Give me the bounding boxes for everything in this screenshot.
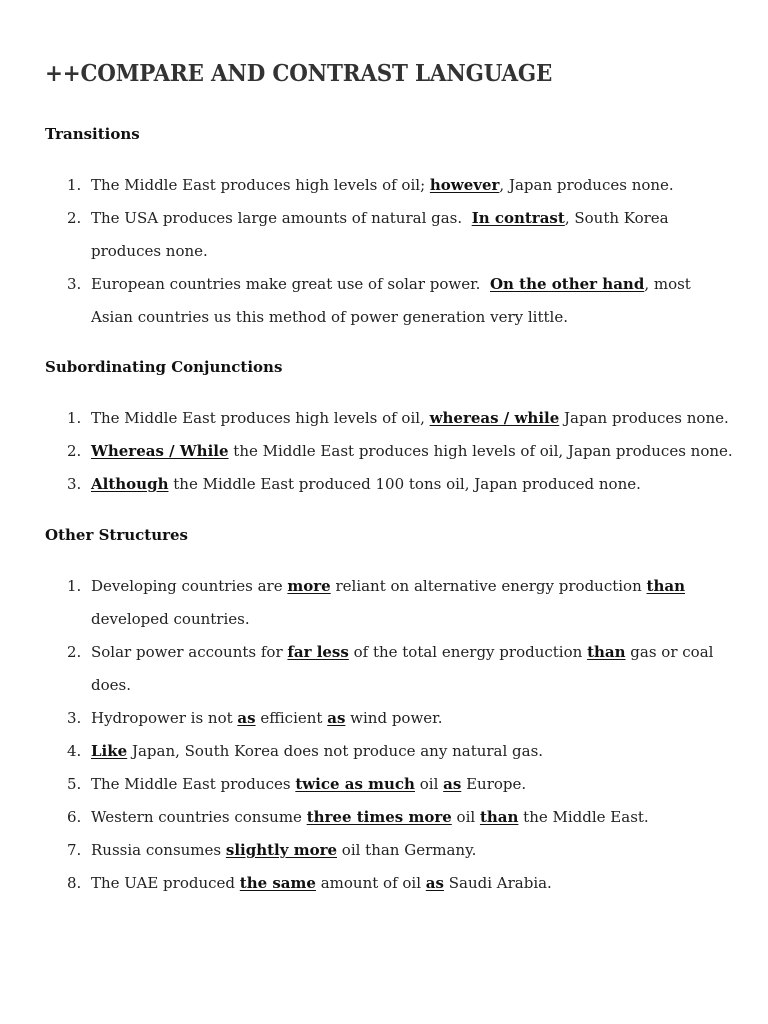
list-number: 2.	[67, 643, 82, 661]
list-item	[45, 801, 735, 834]
list-item	[45, 435, 735, 468]
keyword: far less	[287, 643, 349, 661]
sentence-text: Hydropower is not	[91, 709, 238, 727]
sentence-text: The USA produces large amounts of natural gas.	[91, 209, 472, 227]
list-number: 3.	[67, 709, 82, 727]
sentence-text: Japan, South Korea does not produce any natural gas.	[127, 742, 544, 760]
keyword: more	[287, 577, 331, 595]
sentence-text: Developing countries are	[91, 577, 288, 595]
sentence-text: developed countries.	[91, 610, 250, 628]
sentence-text: oil	[451, 808, 480, 826]
keyword: than	[587, 643, 626, 661]
other-structures-list	[45, 570, 735, 900]
sentence-text: Solar power accounts for	[91, 643, 288, 661]
sentence-text: efficient	[255, 709, 328, 727]
list-item	[45, 867, 735, 900]
list-number: 1.	[67, 176, 82, 194]
transitions-list	[45, 169, 735, 334]
list-number: 1.	[67, 409, 82, 427]
sentence-text: Western countries consume	[91, 808, 307, 826]
sentence-text: gas or coal does.	[91, 643, 714, 694]
keyword: as	[425, 874, 444, 892]
keyword: Like	[91, 742, 128, 760]
sentence-text: amount of oil	[315, 874, 426, 892]
keyword: In contrast	[471, 209, 565, 227]
section-heading-subordinating-conjunctions: Subordinating Conjunctions	[45, 358, 283, 376]
list-number: 1.	[67, 577, 82, 595]
list-item	[45, 768, 735, 801]
keyword: as	[327, 709, 346, 727]
sentence-text: European countries make great use of solar power.	[91, 275, 490, 293]
list-item	[45, 468, 735, 501]
page-title: ++COMPARE AND CONTRAST LANGUAGE	[45, 60, 553, 87]
subordinating-conjunctions-list	[45, 402, 735, 501]
list-item	[45, 570, 735, 636]
sentence-text: Russia consumes	[91, 841, 226, 859]
keyword: however	[429, 176, 500, 194]
list-number: 2.	[67, 442, 82, 460]
sentence-text: , most Asian countries us this method of power generation very little.	[91, 275, 691, 326]
sentence-text: , South Korea produces none.	[91, 209, 669, 260]
sentence-text: The Middle East produces high levels of oil,	[91, 409, 430, 427]
sentence-text: of the total energy production	[348, 643, 588, 661]
section-heading-other-structures: Other Structures	[45, 526, 188, 544]
sentence-text: the Middle East produced 100 tons oil, Japan produced none.	[168, 475, 641, 493]
keyword: Although	[91, 475, 169, 493]
list-item	[45, 402, 735, 435]
section-heading-transitions: Transitions	[45, 125, 140, 143]
keyword: whereas / while	[429, 409, 560, 427]
sentence-text: , Japan produces none.	[499, 176, 674, 194]
sentence-text: Japan produces none.	[559, 409, 729, 427]
sentence-text: the Middle East.	[518, 808, 649, 826]
sentence-text: The UAE produced	[91, 874, 240, 892]
list-number: 7.	[67, 841, 82, 859]
sentence-text: oil than Germany.	[337, 841, 477, 859]
list-number: 2.	[67, 209, 82, 227]
list-item	[45, 834, 735, 867]
keyword: as	[443, 775, 462, 793]
keyword: On the other hand	[489, 275, 645, 293]
sentence-text: Saudi Arabia.	[443, 874, 552, 892]
list-number: 4.	[67, 742, 82, 760]
keyword: Whereas / While	[91, 442, 229, 460]
list-item	[45, 702, 735, 735]
sentence-text: The Middle East produces high levels of oil;	[91, 176, 430, 194]
list-number: 5.	[67, 775, 82, 793]
list-item	[45, 202, 735, 268]
keyword: the same	[239, 874, 316, 892]
list-number: 3.	[67, 275, 82, 293]
list-number: 6.	[67, 808, 82, 826]
keyword: twice as much	[295, 775, 415, 793]
list-number: 3.	[67, 475, 82, 493]
sentence-text: wind power.	[345, 709, 443, 727]
keyword: as	[237, 709, 256, 727]
keyword: than	[646, 577, 685, 595]
keyword: three times more	[306, 808, 452, 826]
keyword: than	[479, 808, 519, 826]
sentence-text: Europe.	[461, 775, 527, 793]
list-item	[45, 735, 735, 768]
keyword: slightly more	[225, 841, 338, 859]
list-item	[45, 268, 735, 334]
list-item	[45, 169, 735, 202]
list-number: 8.	[67, 874, 82, 892]
sentence-text: the Middle East produces high levels of oil, Japan produces none.	[228, 442, 733, 460]
sentence-text: reliant on alternative energy production	[330, 577, 647, 595]
sentence-text: The Middle East produces	[91, 775, 296, 793]
list-item	[45, 636, 735, 702]
sentence-text: oil	[414, 775, 444, 793]
